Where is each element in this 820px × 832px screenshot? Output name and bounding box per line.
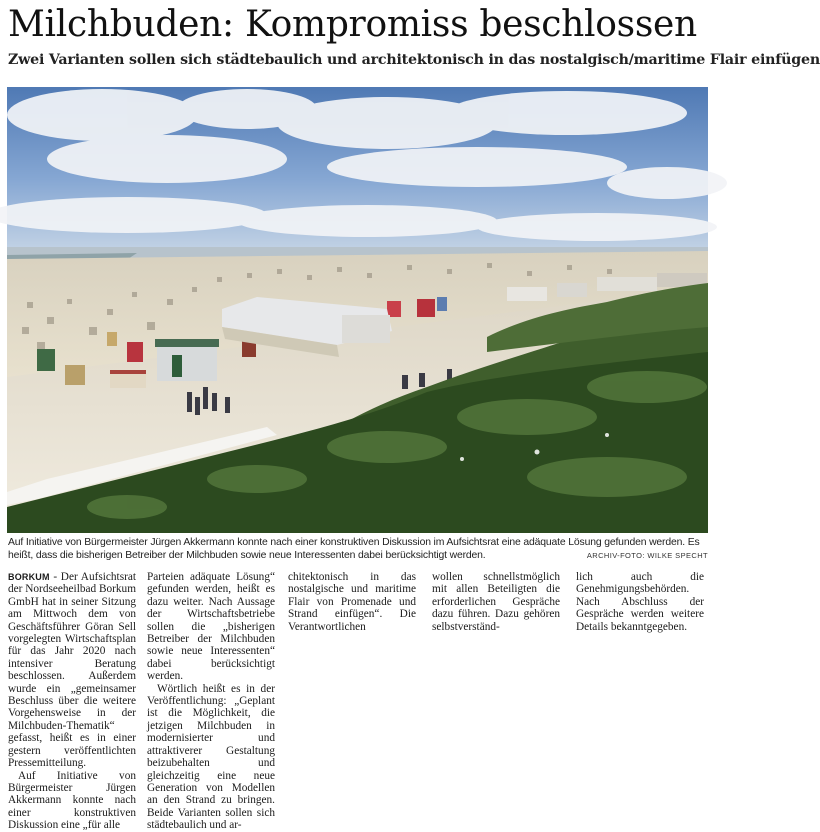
article-column-3 <box>288 571 416 633</box>
column-4-paragraph-1: wollen schnellstmöglich mit allen Beteiligten die erforderlichen Gespräche dazu führen. Dazu gehören selbstverständ- <box>432 571 560 633</box>
beach-photo <box>7 87 708 533</box>
column-1-paragraph-2: Auf Initiative von Bürgermeister Jürgen Akkermann konnte nach einer konstruktiven Diskussion eine „für alle <box>8 769 136 832</box>
dateline: BORKUM <box>8 572 50 582</box>
column-1-paragraph-1: - Der Aufsichtsrat der Nordseeheilbad Borkum GmbH hat in seiner Sitzung am Mittwoch dem von Geschäftsführer Göran Sell vorgelegten Wirtschaftsplan für das Jahr 2020 nach intensiver Beratung beschlossen. Außerdem wurde ein „gemeinsamer Beschluss über die weitere Vorgehensweise in der Milchbuden-Thematik“ gefasst, heißt es in einer gestern veröffentlichten Pressemitteilung. <box>8 571 136 770</box>
column-2-paragraph-2: Wörtlich heißt es in der Veröffentlichung: „Geplant ist die Möglichkeit, die jetzigen Milchbuden in modernisierter und attraktiverer Gestaltung beizubehalten und gleichzeitig eine neue Generation von Modellen an den Strand zu bringen. Beide Varianten sollen sich städtebaulich und ar- <box>147 682 275 832</box>
photo-caption: Auf Initiative von Bürgermeister Jürgen Akkermann konnte nach einer konstruktiven Diskussion im Aufsichtsrat eine adäquate Lösung gefunden werden. Es heißt, dass die bisherigen Betreiber der Milchbuden sowie neue Interessenten dabei berücksichtigt werden. <box>8 537 700 561</box>
article-column-2 <box>147 571 275 832</box>
article-subheadline: Zwei Varianten sollen sich städtebaulich und architektonisch in das nostalgisch/maritime Flair einfügen <box>8 52 820 68</box>
article-headline: Milchbuden: Kompromiss beschlossen <box>8 4 697 45</box>
photo-credit: ARCHIV-FOTO: WILKE SPECHT <box>586 551 708 560</box>
article-column-4 <box>432 571 560 633</box>
column-2-paragraph-1: Parteien adäquate Lösung“ gefunden werden, heißt es dazu weiter. Nach Aussage der Wirtschaftsbetriebe sollen die „bisherigen Betreiber der Milchbuden sowie neue Interessenten“ dabei berücksichtigt werden. <box>147 571 275 683</box>
column-5-paragraph-1: lich auch die Genehmigungsbehörden. Nach Abschluss der Gespräche werden weitere Details bekanntgegeben. <box>576 571 704 633</box>
article-column-1 <box>8 571 136 832</box>
column-3-paragraph-1: chitektonisch in das nostalgische und maritime Flair von Promenade und Strand einfügen“. Die Verantwortlichen <box>288 571 416 633</box>
article-column-5 <box>576 571 704 633</box>
